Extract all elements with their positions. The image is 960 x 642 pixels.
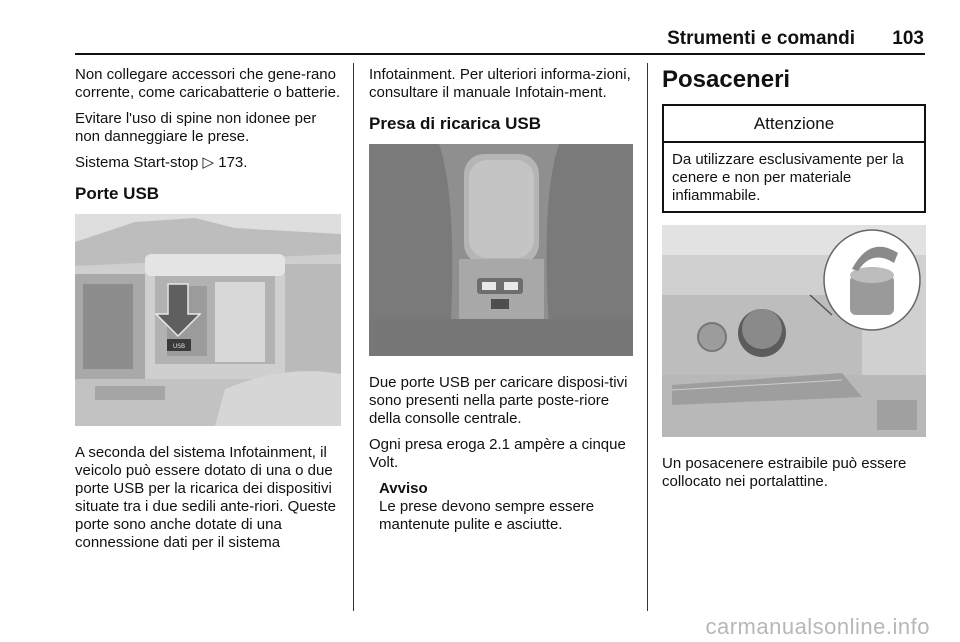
usb-ports-photo <box>75 214 341 426</box>
warning-heading: Attenzione <box>664 106 924 143</box>
column-divider-2 <box>647 63 648 611</box>
heading-usb-ports: Porte USB <box>75 184 160 203</box>
watermark: carmanualsonline.info <box>705 614 930 639</box>
warning-text: Da utilizzare esclusivamente per la cenere e non per materiale infiammabile. <box>672 151 904 204</box>
ashtray-illustration <box>662 225 926 437</box>
paragraph-start-stop <box>75 154 341 172</box>
usb-label: USB <box>172 343 186 350</box>
note-block <box>369 480 633 534</box>
triangle-ref-icon: ▷ <box>202 154 219 171</box>
console-armrest-illustration <box>75 214 341 426</box>
column-divider-1 <box>353 63 354 611</box>
paragraph-usb-description: A seconda del sistema Infotainment, il veicolo può essere dotato di una o due porte USB per la ricarica dei dispositivi situate tra i due sedili ante-riori. Queste porte sono anche dotate di una connessione dati per il sistema <box>75 444 336 551</box>
section-title: Strumenti e comandi <box>667 28 855 49</box>
paragraph-infotainment-ref: Infotainment. Per ulteriori informa-zioni, consultare il manuale Infotain-ment. <box>369 66 631 101</box>
ashtray-photo <box>662 225 926 437</box>
page-header <box>0 0 960 52</box>
header-divider <box>75 53 925 55</box>
column-2 <box>369 66 633 534</box>
column-1 <box>75 66 341 560</box>
column-3 <box>662 66 926 499</box>
paragraph-rear-ports: Due porte USB per caricare disposi-tivi sono presenti nella parte poste-riore della consolle centrale. <box>369 374 628 427</box>
note-heading: Avviso <box>379 480 428 497</box>
heading-usb-charging: Presa di ricarica USB <box>369 114 541 133</box>
start-stop-text: Sistema Start-stop <box>75 154 203 171</box>
paragraph-ashtray-description: Un posacenere estraibile può essere collocato nei portalattine. <box>662 455 907 490</box>
page-number: 103 <box>892 28 924 49</box>
paragraph-power-output: Ogni presa eroga 2.1 ampère a cinque Volt. <box>369 436 626 471</box>
heading-ashtrays: Posaceneri <box>662 66 791 93</box>
note-text: Le prese devono sempre essere mantenute pulite e asciutte. <box>379 498 595 533</box>
paragraph-accessories: Non collegare accessori che gene-rano corrente, come caricabatterie o batterie. <box>75 66 341 101</box>
warning-box <box>662 104 926 213</box>
paragraph-plugs: Evitare l'uso di spine non idonee per non danneggiare le prese. <box>75 110 317 145</box>
rear-console-illustration <box>369 144 633 356</box>
start-stop-page-link[interactable]: 173. <box>218 154 248 171</box>
rear-usb-photo <box>369 144 633 356</box>
